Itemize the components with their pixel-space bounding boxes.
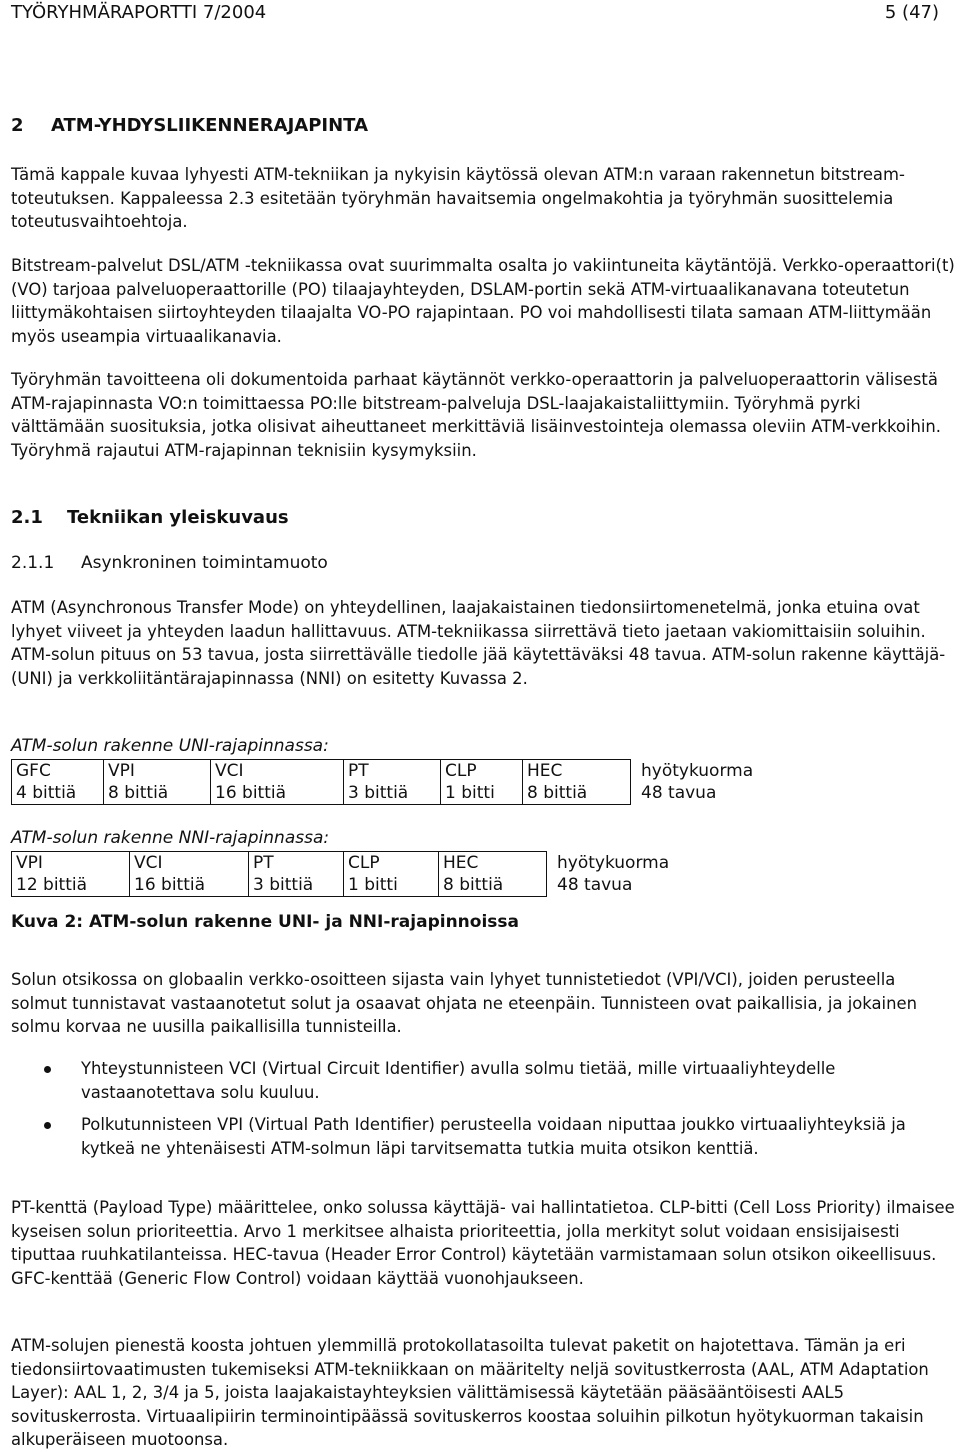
paragraph-fields: PT-kenttä (Payload Type) määrittelee, onko solussa käyttäjä- vai hallintatietoa. CLP-bitti (Cell Loss Priority) ilmaisee kyseisen solun prioriteettia. Arvo 1 merkitsee alhaista prioriteettia, jolla merkityt solut voidaan ensisijaisesti tiputtaa ruuhkatilanteissa. HEC-tavua (Header Error Control) käytetään varmistamaan solun otsikon oikeellisuus. GFC-kenttää (Generic Flow Control) voidaan käyttää vuonohjaukseen. [11,1198,955,1288]
nni-caption: ATM-solun rakenne NNI-rajapinnassa: [11,828,330,848]
uni-cell-vpi: VPI 8 bittiä [104,760,211,805]
uni-cell-payload: hyötykuorma 48 tavua [641,760,754,803]
section-number: 2.1 [11,507,43,528]
nni-cell-clp: CLP 1 bitti [344,852,439,897]
report-title: TYÖRYHMÄRAPORTTI 7/2004 [11,2,267,23]
paragraph-atm: ATM (Asynchronous Transfer Mode) on yhteydellinen, laajakaistainen tiedonsiirtomenetelmä, jonka etuina ovat lyhyet viiveet ja yhteyden laadun hallittavuus. ATM-tekniikassa siirrettävä tieto jaetaan vakiomittaisiin soluihin. ATM-solun pituus on 53 tavua, josta siirrettävälle tiedolle jää käytettäväksi 48 tavua. ATM-solun rakenne käyttäjä- (UNI) ja verkkoliitäntärajapinnassa (NNI) on esitetty Kuvassa 2. [11,598,946,688]
nni-cell-payload: hyötykuorma 48 tavua [557,852,670,895]
bullet-icon [44,1122,51,1129]
uni-caption: ATM-solun rakenne UNI-rajapinnassa: [11,736,329,756]
paragraph-intro: Tämä kappale kuvaa lyhyesti ATM-tekniikan ja nykyisin käytössä olevan ATM:n varaan rakennetun bitstream-toteutuksen. Kappaleessa 2.3 esitetään työryhmän havaitsemia ongelmakohtia ja työryhmän suosittelemia toteutusvaihtoehtoja. [11,165,905,231]
section-title: Asynkroninen toimintamuoto [81,553,328,573]
nni-cell-vpi: VPI 12 bittiä [12,852,130,897]
uni-cell-vci: VCI 16 bittiä [211,760,344,805]
nni-cell-structure [11,851,711,897]
list-item: Polkutunnisteen VPI (Virtual Path Identifier) perusteella voidaan niputtaa joukko virtuaaliyhteyksiä ja kytkeä ne yhtenäisesti ATM-solmun läpi tarvitsematta tutkia muita otsikon kenttiä. [11,1113,956,1160]
uni-cell-gfc: GFC 4 bittiä [12,760,104,805]
uni-cell-structure [11,759,795,805]
figure-caption: Kuva 2: ATM-solun rakenne UNI- ja NNI-rajapinnoissa [11,912,519,932]
bullet-list [11,1057,956,1160]
nni-cell-pt: PT 3 bittiä [249,852,344,897]
section-title: Tekniikan yleiskuvaus [67,507,289,528]
nni-cell-vci: VCI 16 bittiä [130,852,249,897]
section-heading-2 [11,114,368,138]
paragraph-header-ids: Solun otsikossa on globaalin verkko-osoitteen sijasta vain lyhyet tunnistetiedot (VPI/VCI), joiden perusteella solmut tunnistavat vastaanotetut solut ja osaavat ohjata ne eteenpäin. Tunnisteen ovat paikallisia, ja jokainen solmu korvaa ne uusilla paikallisilla tunnisteilla. [11,970,917,1036]
section-heading-2-1 [11,506,289,530]
bullet-icon [44,1066,51,1073]
nni-cell-hec: HEC 8 bittiä [439,852,547,897]
section-number: 2 [11,115,24,136]
section-heading-2-1-1 [11,551,328,575]
section-title: ATM-YHDYSLIIKENNERAJAPINTA [51,115,368,136]
paragraph-goals: Työryhmän tavoitteena oli dokumentoida parhaat käytännöt verkko-operaattorin ja palveluoperaattorin välisestä ATM-rajapinnasta VO:n toimittaessa PO:lle bitstream-palveluja DSL-laajakaistaliittymiin. Työryhmä pyrki välttämään suosituksia, jotka olisivat aiheuttaneet merkittäviä lisäinvestointeja olemassa oleviin ATM-verkkoihin. Työryhmä rajautui ATM-rajapinnan teknisiin kysymyksiin. [11,370,941,460]
paragraph-bitstream: Bitstream-palvelut DSL/ATM -tekniikassa ovat suurimmalta osalta jo vakiintuneita käytäntöjä. Verkko-operaattori(t) (VO) tarjoaa palveluoperaattorille (PO) tilaajayhteyden, DSLAM-portin sekä ATM-virtuaalikanavana toteutetun liittymäkohtaisen siirtoyhteyden tilaajalta VO-PO rajapintaan. PO voi mahdollisesti tilata samaan ATM-liittymään myös useampia virtuaalikanavia. [11,256,955,346]
uni-cell-hec: HEC 8 bittiä [523,760,631,805]
section-number: 2.1.1 [11,553,55,573]
list-item: Yhteystunnisteen VCI (Virtual Circuit Identifier) avulla solmu tietää, mille virtuaaliyhteydelle vastaanotettava solu kuuluu. [11,1057,956,1104]
paragraph-aal: ATM-solujen pienestä koosta johtuen ylemmillä protokollatasoilta tulevat paketit on hajotettava. Tämän ja eri tiedonsiirtovaatimusten tukemiseksi ATM-tekniikkaan on määritelty neljä sovitustkerrosta (AAL, ATM Adaptation Layer): AAL 1, 2, 3/4 ja 5, joista laajakaistayhteyksien välittämisessä käytetään pääsääntöisesti AAL5 sovituskerrosta. Virtuaalipiirin terminointipäässä sovituskerros koostaa soluihin pilkotun hyötykuorman takaisin alkuperäiseen muotoonsa. [11,1336,929,1449]
uni-cell-pt: PT 3 bittiä [344,760,441,805]
uni-cell-clp: CLP 1 bitti [441,760,523,805]
page-number: 5 (47) [884,2,939,23]
